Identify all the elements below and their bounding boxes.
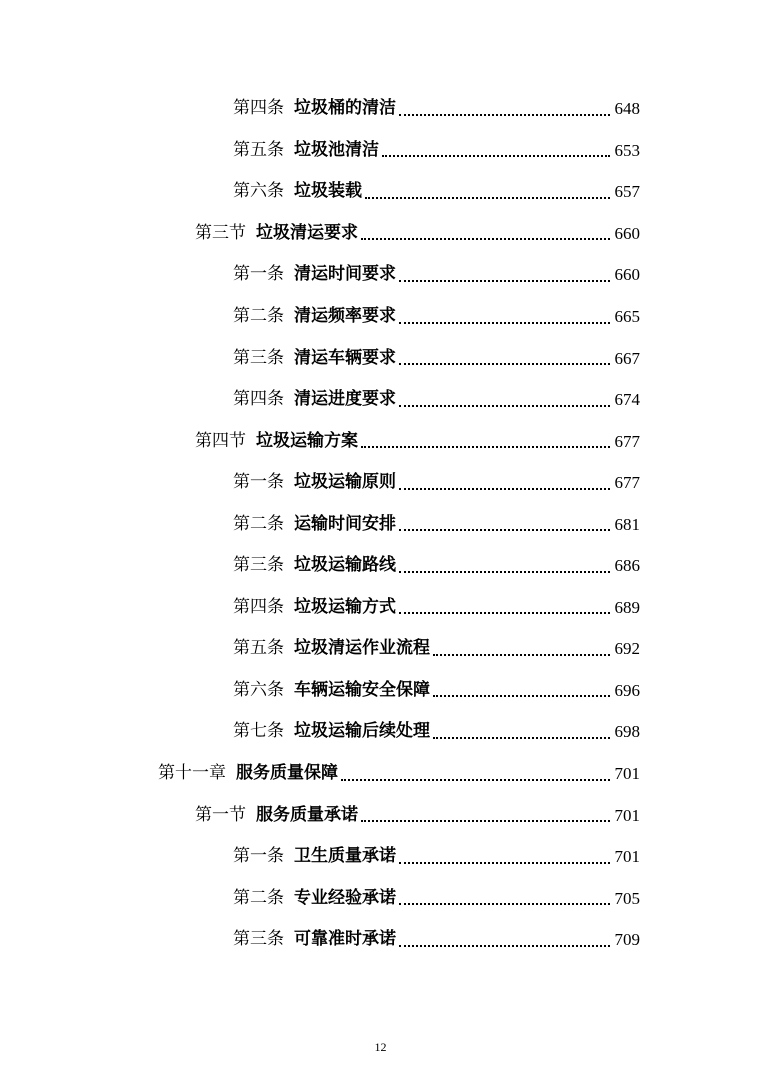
dot-leader	[399, 529, 610, 531]
toc-entry[interactable]	[0, 628, 761, 670]
dot-leader	[399, 903, 610, 905]
toc-entry-page: 709	[614, 930, 640, 950]
dot-leader	[361, 820, 610, 822]
toc-entry[interactable]	[0, 711, 761, 753]
toc-entry-page: 698	[614, 722, 640, 742]
toc-entry[interactable]	[0, 670, 761, 712]
toc-entry-number: 第一条	[233, 472, 284, 493]
toc-entry[interactable]	[0, 254, 761, 296]
toc-entry-page: 653	[614, 140, 640, 160]
toc-entry[interactable]	[0, 296, 761, 338]
toc-entry-title: 清运车辆要求	[294, 347, 396, 368]
toc-entry-number: 第十一章	[158, 763, 226, 784]
toc-entry-number: 第五条	[233, 638, 284, 659]
toc-entry-number: 第三条	[233, 555, 284, 576]
toc-entry[interactable]	[0, 587, 761, 629]
toc-entry-title: 垃圾桶的清洁	[294, 98, 396, 119]
toc-entry-page: 696	[614, 680, 640, 700]
toc-entry-number: 第三节	[195, 222, 246, 243]
dot-leader	[382, 155, 610, 157]
toc-entry[interactable]	[0, 919, 761, 961]
dot-leader	[399, 363, 610, 365]
dot-leader	[399, 322, 610, 324]
toc-entry-title: 专业经验承诺	[294, 887, 396, 908]
toc-entry-title: 垃圾运输后续处理	[294, 721, 430, 742]
dot-leader	[399, 488, 610, 490]
toc-entry[interactable]	[0, 379, 761, 421]
toc-entry-page: 701	[614, 847, 640, 867]
toc-entry-page: 677	[614, 431, 640, 451]
toc-entry-page: 681	[614, 514, 640, 534]
toc-entry-title: 服务质量承诺	[256, 804, 358, 825]
toc-entry-number: 第二条	[233, 513, 284, 534]
toc-entry-title: 垃圾运输方式	[294, 596, 396, 617]
toc-entry-page: 701	[614, 764, 640, 784]
toc-entry[interactable]	[0, 213, 761, 255]
toc-entry-number: 第三条	[233, 929, 284, 950]
toc-entry-number: 第一条	[233, 264, 284, 285]
toc-entry-number: 第六条	[233, 679, 284, 700]
dot-leader	[399, 612, 610, 614]
toc-entry-title: 垃圾运输原则	[294, 472, 396, 493]
toc-entry-title: 清运时间要求	[294, 264, 396, 285]
toc-entry[interactable]	[0, 794, 761, 836]
toc-entry-number: 第一节	[195, 804, 246, 825]
toc-entry-title: 可靠准时承诺	[294, 929, 396, 950]
toc-entry-page: 674	[614, 390, 640, 410]
toc-entry-title: 垃圾清运要求	[256, 222, 358, 243]
toc-entry[interactable]	[0, 420, 761, 462]
toc-entry-page: 692	[614, 639, 640, 659]
toc-entry-page: 648	[614, 99, 640, 119]
toc-entry-title: 卫生质量承诺	[294, 846, 396, 867]
dot-leader	[399, 945, 610, 947]
toc-entry-page: 701	[614, 805, 640, 825]
toc-entry[interactable]	[0, 88, 761, 130]
toc-entry[interactable]	[0, 171, 761, 213]
toc-entry-page: 665	[614, 307, 640, 326]
dot-leader	[399, 862, 610, 864]
toc-entry[interactable]	[0, 462, 761, 504]
toc-entry-title: 服务质量保障	[236, 763, 338, 784]
toc-entry-page: 660	[614, 223, 640, 243]
dot-leader	[399, 280, 610, 282]
toc-entry-number: 第四条	[233, 596, 284, 617]
toc-entry[interactable]	[0, 877, 761, 919]
toc-entry-page: 660	[614, 265, 640, 285]
toc-entry-page: 677	[614, 473, 640, 493]
dot-leader	[361, 446, 610, 448]
table-of-contents	[0, 88, 761, 960]
toc-entry-number: 第五条	[233, 139, 284, 160]
toc-entry[interactable]	[0, 337, 761, 379]
toc-entry-title: 清运进度要求	[294, 389, 396, 410]
toc-entry-title: 垃圾运输路线	[294, 555, 396, 576]
toc-entry-page: 689	[614, 597, 640, 617]
toc-entry-title: 清运频率要求	[294, 306, 396, 326]
dot-leader	[399, 405, 610, 407]
dot-leader	[399, 114, 610, 116]
dot-leader	[433, 654, 610, 656]
page-number: 12	[374, 1040, 387, 1054]
toc-entry-title: 垃圾清运作业流程	[294, 638, 430, 659]
toc-entry-page: 705	[614, 888, 640, 908]
toc-entry-title: 垃圾池清洁	[294, 139, 379, 160]
dot-leader	[341, 779, 610, 781]
toc-entry-number: 第二条	[233, 306, 284, 326]
toc-entry[interactable]	[0, 545, 761, 587]
toc-entry-title: 垃圾装载	[294, 181, 362, 202]
toc-entry[interactable]	[0, 836, 761, 878]
toc-entry-page: 667	[614, 348, 640, 368]
toc-entry-number: 第三条	[233, 347, 284, 368]
dot-leader	[433, 695, 610, 697]
toc-entry-title: 运输时间安排	[294, 513, 396, 534]
dot-leader	[365, 197, 610, 199]
toc-entry-number: 第六条	[233, 181, 284, 202]
dot-leader	[399, 571, 610, 573]
toc-entry-number: 第一条	[233, 846, 284, 867]
toc-entry-number: 第四条	[233, 389, 284, 410]
toc-entry-page: 686	[614, 556, 640, 576]
toc-entry-number: 第四条	[233, 98, 284, 119]
dot-leader	[361, 238, 610, 240]
dot-leader	[433, 737, 610, 739]
toc-entry-title: 垃圾运输方案	[256, 430, 358, 451]
toc-entry-title: 车辆运输安全保障	[294, 679, 430, 700]
toc-entry-number: 第二条	[233, 887, 284, 908]
toc-entry[interactable]	[0, 130, 761, 172]
toc-entry-number: 第七条	[233, 721, 284, 742]
toc-entry-number: 第四节	[195, 430, 246, 451]
toc-entry-page: 657	[614, 182, 640, 202]
toc-entry[interactable]	[0, 503, 761, 545]
toc-entry[interactable]	[0, 753, 761, 795]
